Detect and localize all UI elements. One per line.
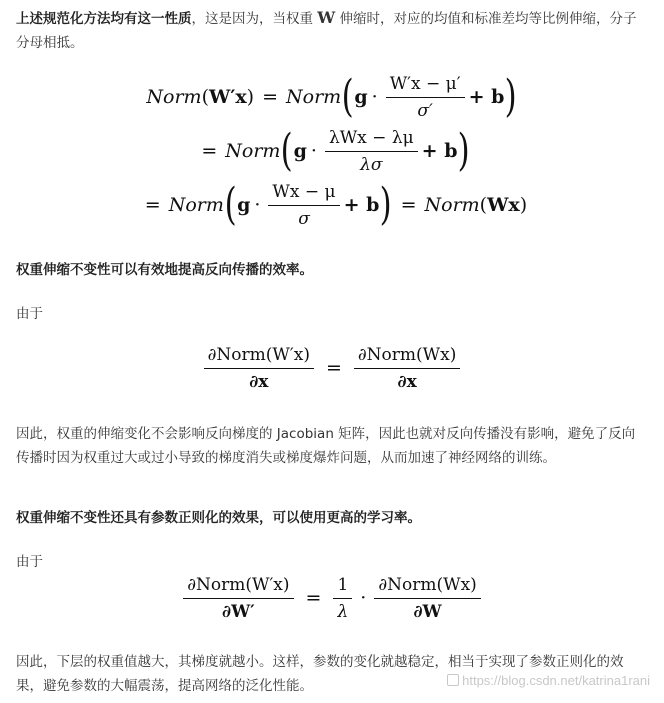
equation-block-3: $\frac{\text{∂Norm(W′x)}}{\partial W'}$ = $\frac{1}{\lambda}$ · $\frac{\text{∂Norm(Wx)}}{\partial W}$ <box>0 568 664 628</box>
section-1-since: 由于 <box>16 306 43 322</box>
lhs-arg: W′x <box>208 86 247 108</box>
eq2-rhs-fraction: $\frac{\text{∂Norm(Wx)}}{\partial x}$ <box>354 344 460 393</box>
watermark-icon <box>447 674 459 686</box>
rhs-arg: Wx <box>487 194 520 216</box>
equation-row-2: = Norm ( g · $\frac{\text{λWx − λμ}}{\lambda\sigma}$ + b ) <box>201 125 471 176</box>
equation-row-1: Norm ( W′x ) = Norm ( g · $\frac{W'x - \mu'}{\sigma'}$ + b ) <box>146 71 518 122</box>
fraction-row-3: $\frac{Wx - \mu}{\sigma}$ <box>268 181 339 230</box>
equation-block-2: $\frac{\text{∂Norm(W′x)}}{\partial x}$ = $\frac{\text{∂Norm(Wx)}}{\partial x}$ <box>0 338 664 398</box>
equation-block-1 <box>0 70 664 232</box>
eq3-coefficient: $\frac{1}{\lambda}$ <box>333 574 352 623</box>
intro-text-b: 伸缩时，对应的均值和标准差均等比例伸缩，分子分母相抵。 <box>16 11 637 51</box>
fraction-row-2: $\frac{\text{λWx − λμ}}{\lambda\sigma}$ <box>325 127 418 176</box>
eq2-lhs-fraction: $\frac{\text{∂Norm(W′x)}}{\partial x}$ <box>204 344 314 393</box>
watermark-text: https://blog.csdn.net/katrina1rani <box>462 673 650 688</box>
eq3-lhs-fraction: $\frac{\text{∂Norm(W′x)}}{\partial W'}$ <box>183 574 293 623</box>
section-2-heading: 权重伸缩不变性还具有参数正则化的效果，可以使用更高的学习率。 <box>16 510 421 526</box>
eq3-rhs-fraction: $\frac{\text{∂Norm(Wx)}}{\partial W}$ <box>374 574 480 623</box>
intro-paragraph <box>16 6 646 55</box>
norm-label: Norm <box>146 86 202 108</box>
section-2-explanation: 因此，下层的权重值越大，其梯度就越小。这样，参数的变化就越稳定，相当于实现了参数正则化的效果，避免参数的大幅震荡，提高网络的泛化性能。 <box>16 654 624 694</box>
section-2-since: 由于 <box>16 554 43 570</box>
fraction-row-1: $\frac{W'x - \mu'}{\sigma'}$ <box>386 73 465 122</box>
intro-symbol-w: W <box>317 8 336 27</box>
intro-lead: 上述规范化方法均有这一性质 <box>16 11 192 27</box>
intro-text-a: ，这是因为，当权重 <box>191 11 318 27</box>
watermark <box>447 673 650 688</box>
section-1-explanation: 因此，权重的伸缩变化不会影响反向梯度的 Jacobian 矩阵，因此也就对反向传播没有影响，避免了反向传播时因为权重过大或过小导致的梯度消失或梯度爆炸问题，从而加速了神经网络的训练。 <box>16 426 636 466</box>
equation-row-3: = Norm ( g · $\frac{Wx - \mu}{\sigma}$ + b ) = Norm ( Wx ) <box>144 179 528 230</box>
section-1-heading: 权重伸缩不变性可以有效地提高反向传播的效率。 <box>16 262 313 278</box>
